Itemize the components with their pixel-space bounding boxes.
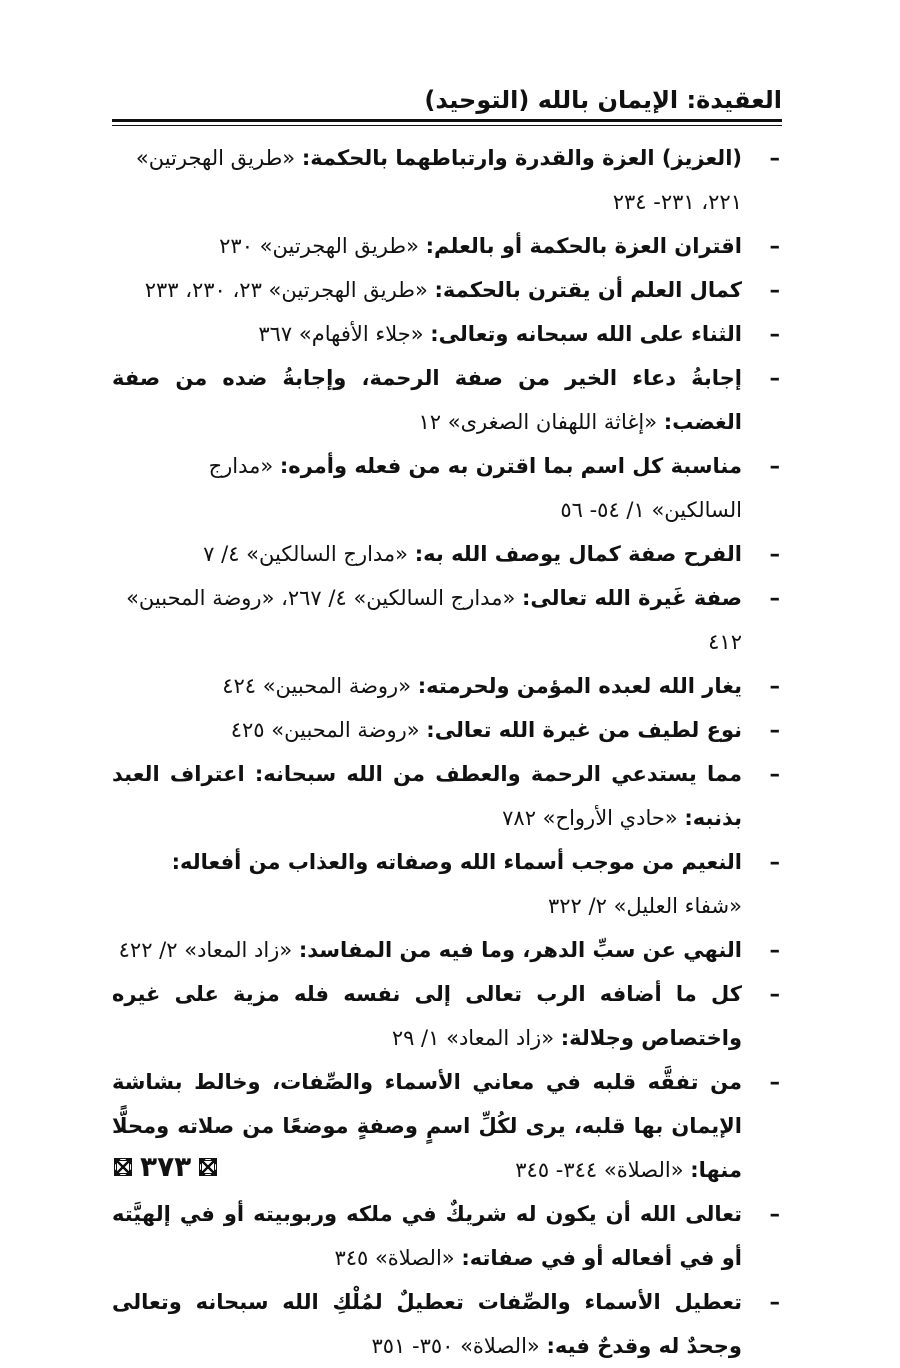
index-entry (112, 840, 782, 928)
header-rule-thin (112, 125, 782, 126)
index-entry (112, 1192, 782, 1280)
page-footer (114, 1150, 217, 1183)
entry-reference: «مدارج السالكين» ٤/ ٧ (203, 542, 409, 566)
entry-reference: «جلاء الأفهام» ٣٦٧ (258, 322, 424, 346)
entry-topic: النهي عن سبِّ الدهر، وما فيه من المفاسد: (298, 938, 742, 962)
entry-reference: «طريق الهجرتين» ٢٣، ٢٣٠، ٢٣٣ (144, 278, 428, 302)
ornament-right-icon (199, 1158, 217, 1176)
entry-topic: صفة غَيرة الله تعالى: (522, 586, 742, 610)
entry-dash: – (769, 1202, 780, 1226)
header-rule-thick (112, 119, 782, 122)
entry-dash: – (769, 586, 780, 610)
entry-topic: النعيم من موجب أسماء الله وصفاته والعذاب من أفعاله: (171, 850, 742, 874)
index-entry (112, 972, 782, 1060)
entry-dash: – (769, 982, 780, 1006)
index-entry (112, 532, 782, 576)
index-entry (112, 268, 782, 312)
entry-reference: «زاد المعاد» ٢/ ٤٢٢ (118, 938, 293, 962)
index-entry-list (112, 136, 782, 1368)
entry-topic: إجابةُ دعاء الخير من صفة الرحمة، وإجابةُ ضده من صفة الغضب: (112, 366, 742, 434)
index-entry (112, 928, 782, 972)
entry-topic: من تفقَّه قلبه في معاني الأسماء والصِّفات، وخالط بشاشة الإيمان بها قلبه، يرى لكُلِّ اسمٍ وصفةٍ موضعًا من صلاته ومحلًّا منها: (112, 1070, 742, 1182)
entry-reference: «الصلاة» ٣٥٠- ٣٥١ (371, 1334, 540, 1358)
entry-dash: – (769, 366, 780, 390)
index-entry (112, 576, 782, 664)
page-number: ٣٧٣ (140, 1150, 192, 1183)
entry-topic: الفرح صفة كمال يوصف الله به: (414, 542, 742, 566)
entry-dash: – (769, 938, 780, 962)
index-entry (112, 664, 782, 708)
entry-dash: – (769, 674, 780, 698)
entry-dash: – (769, 322, 780, 346)
entry-reference: «طريق الهجرتين» ٢٢١، ٢٣١- ٢٣٤ (135, 146, 742, 214)
entry-topic: يغار الله لعبده المؤمن ولحرمته: (417, 674, 742, 698)
entry-dash: – (769, 454, 780, 478)
entry-topic: كل ما أضافه الرب تعالى إلى نفسه فله مزية على غيره واختصاص وجلالة: (112, 982, 742, 1050)
entry-reference: «الصلاة» ٣٤٤- ٣٤٥ (515, 1158, 684, 1182)
entry-reference: «شفاء العليل» ٢/ ٣٢٢ (548, 894, 742, 918)
entry-dash: – (769, 278, 780, 302)
entry-dash: – (769, 146, 780, 170)
index-entry (112, 1280, 782, 1368)
entry-dash: – (769, 234, 780, 258)
index-entry (112, 312, 782, 356)
index-entry (112, 224, 782, 268)
entry-topic: الثناء على الله سبحانه وتعالى: (430, 322, 742, 346)
entry-dash: – (769, 850, 780, 874)
entry-reference: «روضة المحبين» ٤٢٥ (230, 718, 420, 742)
ornament-left-icon (114, 1158, 132, 1176)
entry-topic: مناسبة كل اسم بما اقترن به من فعله وأمره: (279, 454, 742, 478)
index-entry (112, 444, 782, 532)
index-entry (112, 708, 782, 752)
entry-topic: (العزيز) العزة والقدرة وارتباطهما بالحكمة: (301, 146, 742, 170)
entry-topic: مما يستدعي الرحمة والعطف من الله سبحانه: اعتراف العبد بذنبه: (112, 762, 742, 830)
entry-topic: اقتران العزة بالحكمة أو بالعلم: (425, 234, 742, 258)
index-entry (112, 752, 782, 840)
entry-reference: «إغاثة اللهفان الصغرى» ١٢ (418, 410, 658, 434)
index-entry (112, 136, 782, 224)
running-header: العقيدة: الإيمان بالله (التوحيد) (424, 86, 782, 114)
entry-reference: «روضة المحبين» ٤٢٤ (222, 674, 412, 698)
entry-reference: «مدارج السالكين» ٤/ ٢٦٧، «روضة المحبين» ٤١٢ (126, 586, 742, 654)
entry-dash: – (769, 542, 780, 566)
entry-reference: «الصلاة» ٣٤٥ (334, 1246, 455, 1270)
entry-dash: – (769, 1070, 780, 1094)
entry-dash: – (769, 1290, 780, 1314)
entry-dash: – (769, 718, 780, 742)
entry-reference: «طريق الهجرتين» ٢٣٠ (219, 234, 419, 258)
entry-topic: تعطيل الأسماء والصِّفات تعطيلٌ لمُلْكِ الله سبحانه وتعالى وجحدٌ له وقدحٌ فيه: (112, 1290, 742, 1358)
index-entry (112, 356, 782, 444)
entry-topic: نوع لطيف من غيرة الله تعالى: (426, 718, 742, 742)
entry-topic: تعالى الله أن يكون له شريكٌ في ملكه وربوبيته أو في إلهيَّته أو في أفعاله أو في صفاته: (112, 1202, 742, 1270)
entry-topic: كمال العلم أن يقترن بالحكمة: (434, 278, 742, 302)
entry-dash: – (769, 762, 780, 786)
entry-reference: «مدارج السالكين» ١/ ٥٤- ٥٦ (208, 454, 742, 522)
entry-reference: «حادي الأرواح» ٧٨٢ (502, 806, 678, 830)
entry-reference: «زاد المعاد» ١/ ٢٩ (391, 1026, 555, 1050)
